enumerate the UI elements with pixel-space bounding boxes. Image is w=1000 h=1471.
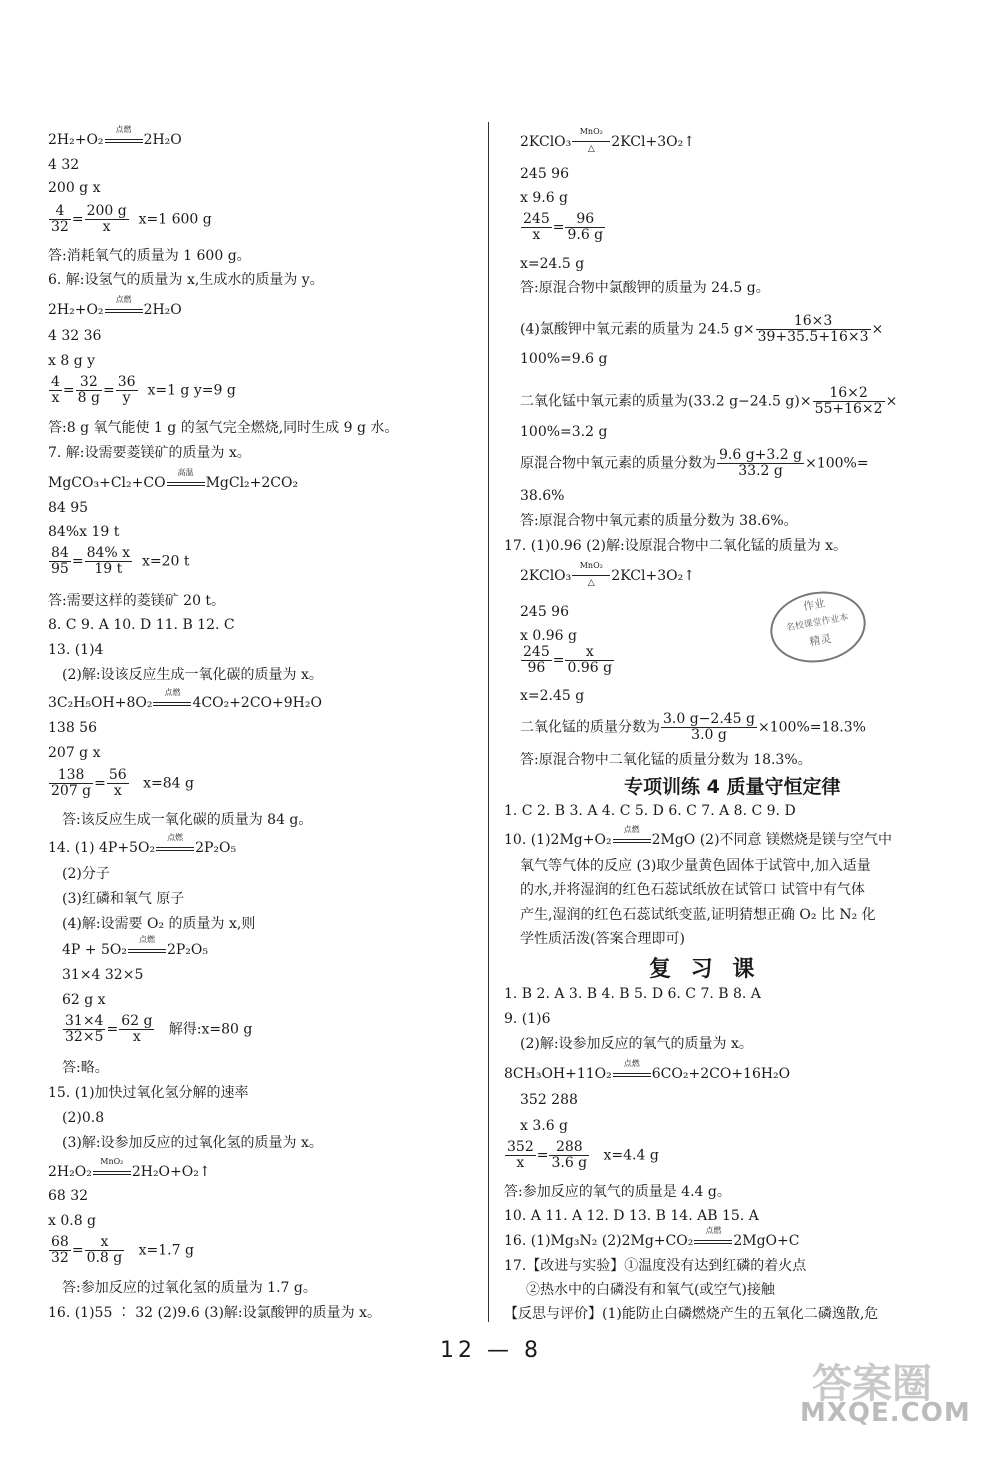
text-line: 38.6%	[520, 488, 565, 504]
text-line: 138 56	[48, 720, 97, 736]
text-line: 17.【改进与实验】①温度没有达到红磷的着火点	[504, 1258, 807, 1274]
text-line: x 9.6 g	[520, 190, 569, 206]
section-heading: 复 习 课	[649, 957, 761, 982]
text-line: 31×4 32×5	[62, 967, 144, 983]
text-line: 4 32 36	[48, 328, 102, 344]
equation-line: 14. (1) 4P+5O₂ 点燃 2P₂O₅	[48, 833, 237, 856]
homework-stamp: 作业 名校课堂作业本 精灵	[765, 584, 872, 670]
question-line: 15. (1)加快过氧化氢分解的速率	[48, 1085, 249, 1101]
text-line: 84%x 19 t	[48, 524, 120, 540]
equation-line: 3C₂H₅OH+8O₂ 点燃 4CO₂+2CO+9H₂O	[48, 688, 322, 711]
answer-line: 答:消耗氧气的质量为 1 600 g。	[48, 248, 251, 264]
fraction-line: $\frac{245}{x}$ = $\frac{96}{9.6 g}$	[523, 211, 604, 243]
answer-key-line: 1. C 2. B 3. A 4. C 5. D 6. C 7. A 8. C 9. D	[504, 803, 796, 819]
equation-line: 16. (1)Mg₃N₂ (2)2Mg+CO₂ 点燃 2MgO+C	[504, 1226, 800, 1249]
text-line: 学性质活泼(答案合理即可)	[520, 931, 685, 947]
equation-line: MgCO₃+Cl₂+CO 高温 MgCl₂+2CO₂	[48, 468, 299, 491]
fraction-line: $\frac{4}{32}$ = $\frac{200 g}{x}$ x=1 600 g	[51, 203, 212, 235]
answer-line: 答:8 g 氧气能使 1 g 的氢气完全燃烧,同时生成 9 g 水。	[48, 420, 399, 436]
answer-key-line: 1. B 2. A 3. B 4. B 5. D 6. C 7. B 8. A	[504, 986, 761, 1002]
answer-line: 答:原混合物中氧元素的质量分数为 38.6%。	[520, 513, 798, 529]
question-line: 13. (1)4	[48, 642, 104, 658]
text-line: 62 g x	[62, 992, 106, 1008]
text-line: 207 g x	[48, 745, 101, 761]
text-line: 氧气等气体的反应 (3)取少量黄色固体于试管中,加入适量	[520, 858, 871, 874]
text-line: 的水,并将湿润的红色石蕊试纸放在试管口 试管中有气体	[520, 882, 865, 898]
text-line: 100%=9.6 g	[520, 351, 608, 367]
text-line: 【反思与评价】(1)能防止白磷燃烧产生的五氧化二磷逸散,危	[504, 1306, 879, 1322]
answer-line: 答:需要这样的菱镁矿 20 t。	[48, 593, 226, 609]
equation-line: 2KClO₃ MnO₂ △ 2KCl+3O₂↑	[520, 561, 695, 588]
fraction-line: $\frac{31\times 4}{32\times 5}$ = $\frac{62 g}{x}$ 解得:x=80 g	[65, 1013, 253, 1045]
formula-line: 原混合物中氧元素的质量分数为 $\frac{9.6 g+3.2 g}{33.2 g}$ ×100%=	[520, 447, 869, 479]
answer-line: 答:原混合物中氯酸钾的质量为 24.5 g。	[520, 280, 770, 296]
text-line: ②热水中的白磷没有和氧气(或空气)接触	[526, 1282, 775, 1298]
question-line: 16. (1)55 ∶ 32 (2)9.6 (3)解:设氯酸钾的质量为 x。	[48, 1305, 381, 1321]
fraction-line: $\frac{245}{96}$ = $\frac{x}{0.96 g}$	[523, 644, 613, 676]
text-line: 产生,湿润的红色石蕊试纸变蓝,证明猜想正确 O₂ 比 N₂ 化	[520, 907, 876, 923]
page-number: 12 — 8	[440, 1338, 542, 1363]
text-line: 4 32	[48, 157, 80, 173]
text-line: x 8 g y	[48, 353, 96, 369]
answer-key-line: 10. A 11. A 12. D 13. B 14. AB 15. A	[504, 1208, 759, 1224]
text-line: 100%=3.2 g	[520, 424, 608, 440]
text-line: (2)0.8	[62, 1110, 105, 1126]
text-line: (2)解:设参加反应的氧气的质量为 x。	[520, 1036, 753, 1052]
fraction-line: $\frac{68}{32}$ = $\frac{x}{0.8 g}$ x=1.7 g	[51, 1234, 194, 1266]
equation-line: 8CH₃OH+11O₂ 点燃 6CO₂+2CO+16H₂O	[504, 1059, 791, 1082]
equation-line: 2H₂+O₂ 点燃 2H₂O	[48, 295, 182, 318]
answer-line: 答:该反应生成一氧化碳的质量为 84 g。	[62, 812, 313, 828]
equation-line: 2H₂+O₂ 点燃 2H₂O	[48, 125, 182, 148]
watermark-url: MXQE.COM	[800, 1398, 971, 1428]
text-line: (3)解:设参加反应的过氧化氢的质量为 x。	[62, 1135, 323, 1151]
answer-key-line: 8. C 9. A 10. D 11. B 12. C	[48, 617, 235, 633]
text-line: x 0.96 g	[520, 628, 577, 644]
text-line: (2)分子	[62, 866, 110, 882]
equation-line: 2KClO₃ MnO₂ △ 2KCl+3O₂↑	[520, 127, 695, 154]
question-line: 9. (1)6	[504, 1011, 551, 1027]
fraction-line: $\frac{84}{95}$ = $\frac{84\% x}{19 t}$ x=20 t	[51, 545, 190, 577]
answer-line: 答:原混合物中二氧化锰的质量分数为 18.3%。	[520, 752, 812, 768]
text-line: x=2.45 g	[520, 688, 585, 704]
text-line: x=24.5 g	[520, 256, 585, 272]
equation-line: 2H₂O₂ MnO₂ 2H₂O+O₂↑	[48, 1157, 211, 1180]
watermark-logo: 答案圈	[812, 1361, 932, 1407]
text-line: x 3.6 g	[520, 1118, 569, 1134]
text-line: 352 288	[520, 1092, 578, 1108]
equation-line: 10. (1)2Mg+O₂ 点燃 2MgO (2)不同意 镁燃烧是镁与空气中	[504, 825, 892, 848]
answer-line: 答:参加反应的过氧化氢的质量为 1.7 g。	[62, 1280, 317, 1296]
text-line: (3)红磷和氧气 原子	[62, 891, 185, 907]
text-line: (4)解:设需要 O₂ 的质量为 x,则	[62, 916, 256, 932]
question-line: 17. (1)0.96 (2)解:设原混合物中二氧化锰的质量为 x。	[504, 538, 848, 554]
fraction-line: $\frac{352}{x}$ = $\frac{288}{3.6 g}$ x=4.4 g	[507, 1139, 659, 1171]
formula-line: 二氧化锰的质量分数为 $\frac{3.0 g-2.45 g}{3.0 g}$ ×100%=18.3%	[520, 711, 866, 743]
text-line: 200 g x	[48, 180, 101, 196]
text-line: 245 96	[520, 604, 569, 620]
answer-line: 答:略。	[62, 1060, 109, 1076]
text-line: (2)解:设该反应生成一氧化碳的质量为 x。	[62, 667, 323, 683]
section-heading: 专项训练 4 质量守恒定律	[624, 776, 841, 798]
fraction-line: $\frac{4}{x}$ = $\frac{32}{8 g}$ = $\frac{36}{y}$ x=1 g y=9 g	[51, 374, 236, 406]
text-line: 68 32	[48, 1188, 89, 1204]
answer-line: 答:参加反应的氧气的质量是 4.4 g。	[504, 1184, 731, 1200]
text-line: x 0.8 g	[48, 1213, 97, 1229]
formula-line: (4)氯酸钾中氧元素的质量为 24.5 g× $\frac{16\times 3}{39+35.5+16\times 3}$ ×	[520, 313, 884, 345]
column-divider	[488, 122, 489, 1322]
fraction-line: $\frac{138}{207 g}$ = $\frac{56}{x}$ x=84 g	[51, 767, 194, 799]
question-line: 6. 解:设氢气的质量为 x,生成水的质量为 y。	[48, 272, 324, 288]
text-line: 84 95	[48, 500, 89, 516]
text-line: 245 96	[520, 166, 569, 182]
formula-line: 二氧化锰中氧元素的质量为(33.2 g−24.5 g)× $\frac{16\times 2}{55+16\times 2}$ ×	[520, 385, 898, 417]
question-line: 7. 解:设需要菱镁矿的质量为 x。	[48, 445, 251, 461]
equation-line: 4P + 5O₂ 点燃 2P₂O₅	[62, 935, 208, 958]
